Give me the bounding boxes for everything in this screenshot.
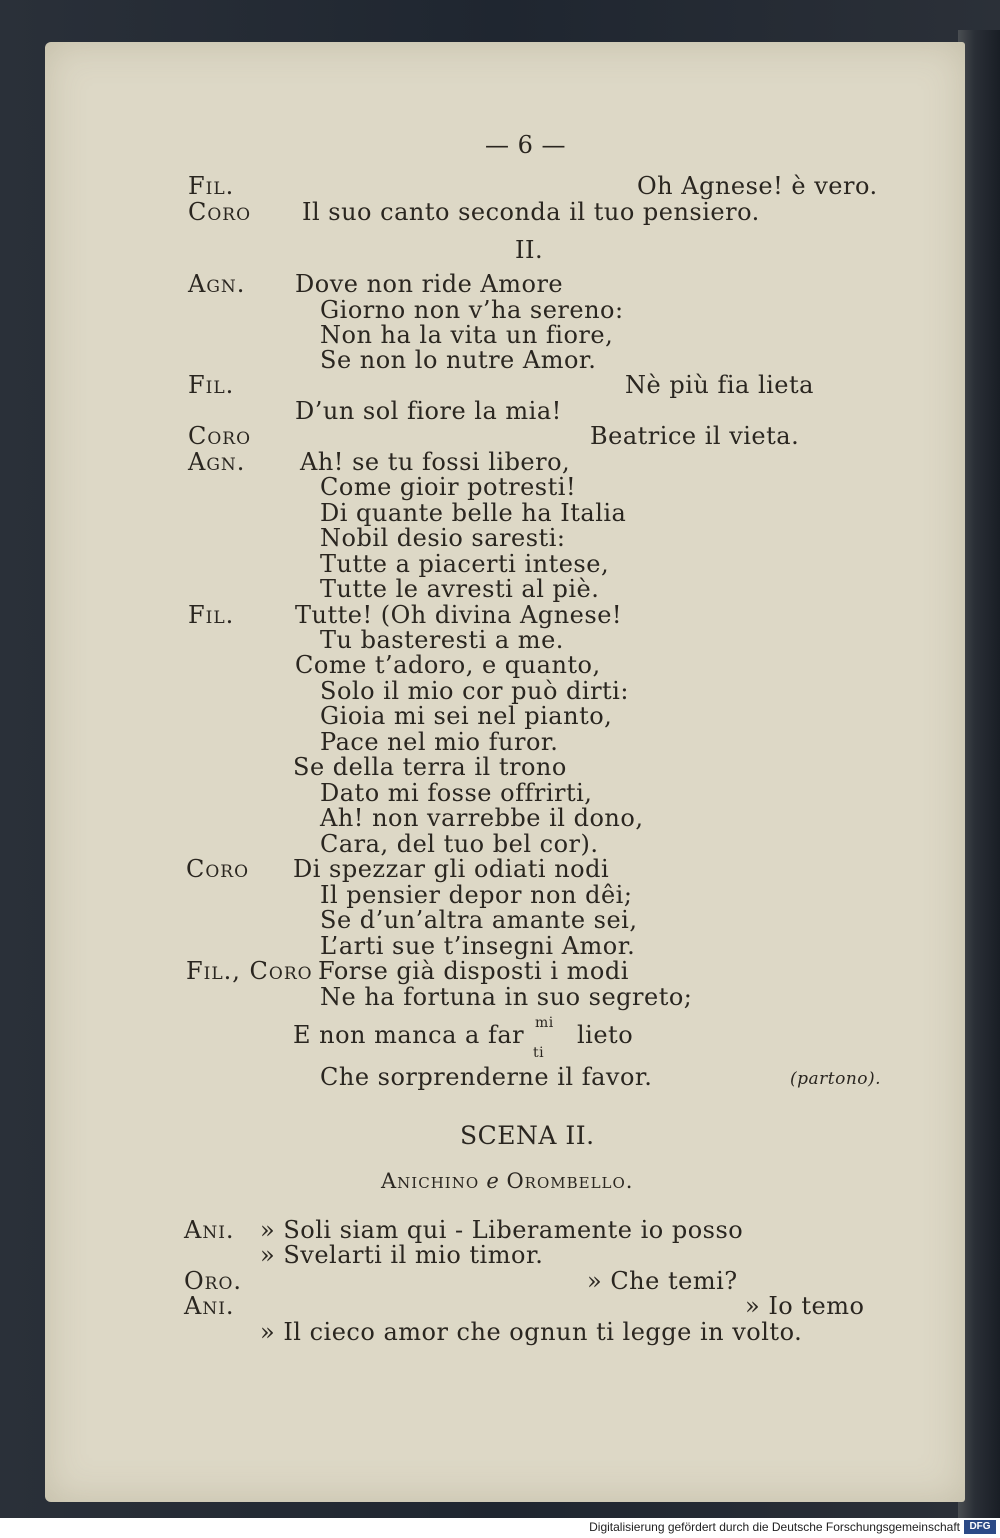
verse-line: Cara, del tuo bel cor). [320,830,599,858]
speaker-label: Coro [188,422,252,450]
verse-line: Oh Agnese! è vero. [637,172,878,200]
verse-line: Nè più fia lieta [625,371,814,399]
verse-line: Gioia mi sei nel pianto, [320,702,613,730]
dfg-logo: DFG [964,1520,996,1534]
verse-line: Ne ha fortuna in suo segreto; [320,983,693,1011]
verse-line: Dove non ride Amore [295,270,564,298]
verse-line: E non manca a far [293,1021,525,1049]
verse-line: Se d’un’altra amante sei, [320,906,638,934]
speaker-label: Fil. [188,172,235,200]
verse-line: Di quante belle ha Italia [320,499,627,527]
subscript-variant: ti [533,1045,545,1061]
verse-line: Beatrice il vieta. [590,422,800,450]
verse-line: Di spezzar gli odiati nodi [293,855,610,883]
verse-line: » Soli siam qui - Liberamente io posso [260,1216,744,1244]
verse-line: Forse già disposti i modi [318,957,629,985]
verse-line: » Che temi? [587,1267,738,1295]
verse-line: L’arti sue t’insegni Amor. [320,932,636,960]
verse-line: » Svelarti il mio timor. [260,1241,544,1269]
verse-line: » Io temo [745,1292,865,1320]
verse-line: Pace nel mio furor. [320,728,559,756]
speaker-label: Oro. [184,1267,243,1295]
verse-line: Il pensier depor non dêi; [320,881,633,909]
verse-line: Tutte! (Oh divina Agnese! [295,601,623,629]
footer-bar [0,1518,1000,1538]
verse-line: Tutte le avresti al piè. [320,575,600,603]
verse-line: Il suo canto seconda il tuo pensiero. [302,198,760,226]
speaker-label: Coro [186,855,250,883]
speaker-label: Ani. [184,1216,235,1244]
verse-line: Ah! se tu fossi libero, [300,448,571,476]
scene-characters [381,1168,633,1194]
book-page [45,42,965,1502]
speaker-label: Coro [188,198,252,226]
speaker-label: Fil., Coro [186,957,313,985]
verse-line: D’un sol fiore la mia! [295,397,562,425]
verse-line: Come gioir potresti! [320,473,577,501]
character-name: Orombello. [506,1169,634,1193]
verse-line: Ah! non varrebbe il dono, [320,804,644,832]
verse-line: Tutte a piacerti intese, [320,550,610,578]
verse-line: Se della terra il trono [293,753,567,781]
verse-line: lieto [577,1021,634,1049]
conjunction: e [486,1169,500,1193]
speaker-label: Ani. [184,1292,235,1320]
superscript-variant: mi [535,1015,554,1031]
verse-line: Nobil desio saresti: [320,524,566,552]
verse-line: Tu basteresti a me. [320,626,564,654]
verse-line: Come t’adoro, e quanto, [295,651,601,679]
speaker-label: Agn. [188,448,246,476]
verse-line: Non ha la vita un fiore, [320,321,614,349]
verse-line: » Il cieco amor che ognun ti legge in volto. [260,1318,803,1346]
character-name: Anichino [381,1169,480,1193]
stage-direction: (partono). [790,1069,882,1089]
verse-line: Solo il mio cor può dirti: [320,677,629,705]
verse-line: Dato mi fosse offrirti, [320,779,593,807]
page-number: — 6 — [485,131,567,159]
scene-title: SCENA II. [460,1121,595,1150]
verse-line: Se non lo nutre Amor. [320,346,597,374]
digitization-credit: Digitalisierung gefördert durch die Deutsche Forschungsgemeinschaft [589,1520,960,1534]
section-number: II. [515,236,544,264]
speaker-label: Fil. [188,601,235,629]
verse-line: Giorno non v’ha sereno: [320,296,624,324]
speaker-label: Agn. [188,270,246,298]
verse-line: Che sorprenderne il favor. [320,1063,653,1091]
speaker-label: Fil. [188,371,235,399]
